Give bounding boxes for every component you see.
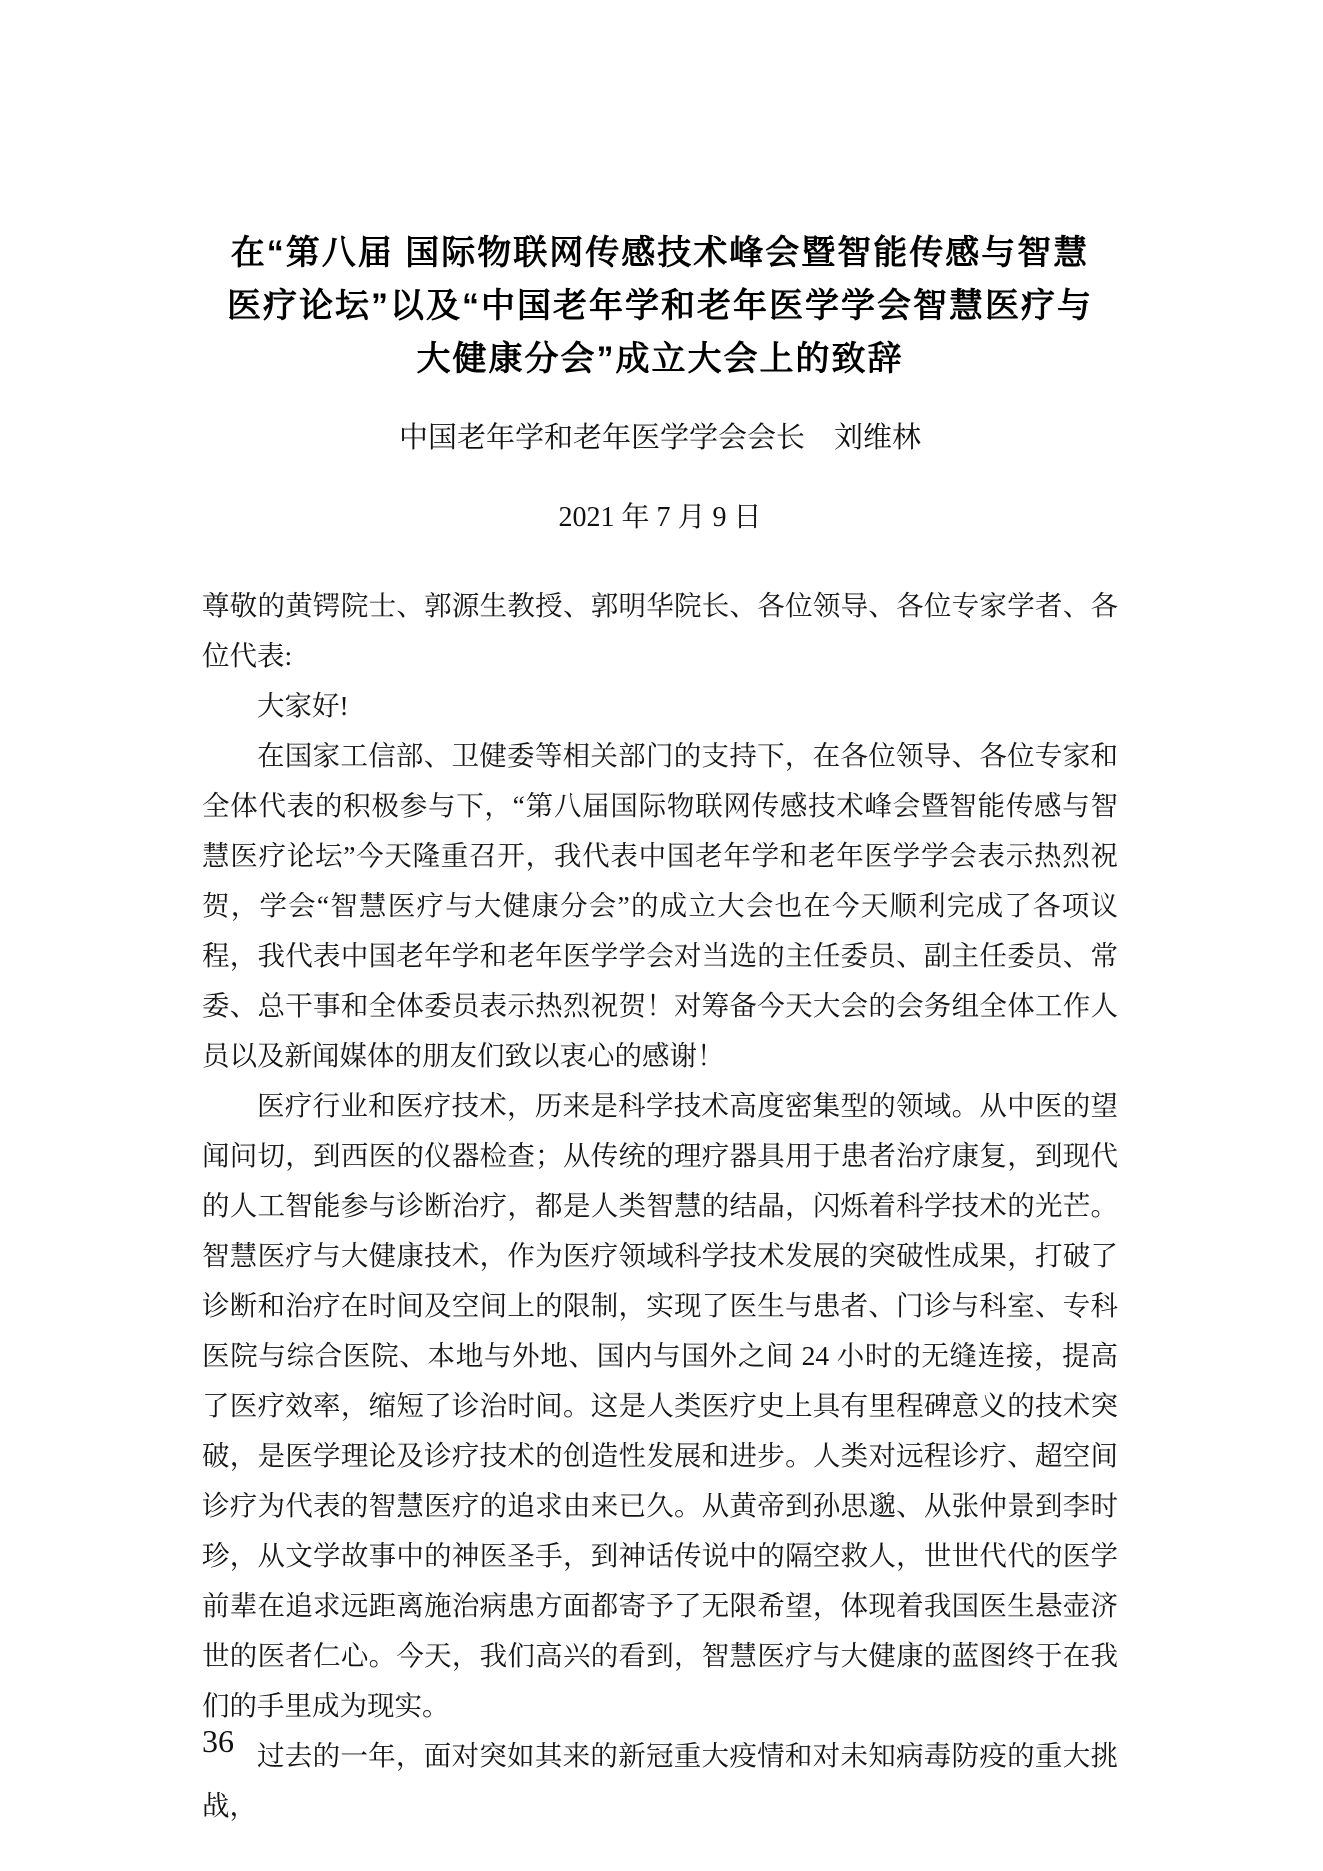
title-line-2: 医疗论坛”以及“中国老年学和老年医学学会智慧医疗与 <box>227 287 1093 325</box>
page-number: 36 <box>202 1723 234 1759</box>
body-paragraph-3: 过去的一年，面对突如其来的新冠重大疫情和对未知病毒防疫的重大挑战， <box>202 1740 1118 1821</box>
title-line-3: 大健康分会”成立大会上的致辞 <box>416 340 904 378</box>
document-body <box>202 581 1118 1831</box>
author-line: 中国老年学和老年医学学会会长 刘维林 <box>398 422 921 454</box>
document-title <box>202 227 1118 386</box>
title-line-1: 在“第八届 国际物联网传感技术峰会暨智能传感与智慧 <box>230 234 1090 272</box>
salutation-paragraph: 尊敬的黄锷院士、郭源生教授、郭明华院长、各位领导、各位专家学者、各位代表: <box>202 590 1118 671</box>
body-paragraph-2: 医疗行业和医疗技术，历来是科学技术高度密集型的领域。从中医的望闻问切，到西医的仪器检查；从传统的理疗器具用于患者治疗康复，到现代的人工智能参与诊断治疗，都是人类智慧的结晶，闪烁着科学技术的光芒。智慧医疗与大健康技术，作为医疗领域科学技术发展的突破性成果，打破了诊断和治疗在时间及空间上的限制，实现了医生与患者、门诊与科室、专科医院与综合医院、本地与外地、国内与国外之间 24 小时的无缝连接，提高了医疗效率，缩短了诊治时间。这是人类医疗史上具有里程碑意义的技术突破，是医学理论及诊疗技术的创造性发展和进步。人类对远程诊疗、超空间诊疗为代表的智慧医疗的追求由来已久。从黄帝到孙思邈、从张仲景到李时珍，从文学故事中的神医圣手，到神话传说中的隔空救人，世世代代的医学前辈在追求远距离施治病患方面都寄予了无限希望，体现着我国医生悬壶济世的医者仁心。今天，我们高兴的看到，智慧医疗与大健康的蓝图终于在我们的手里成为现实。 <box>202 1090 1118 1721</box>
date-line: 2021 年 7 月 9 日 <box>558 502 762 533</box>
greeting-paragraph: 大家好! <box>257 690 349 721</box>
body-paragraph-1: 在国家工信部、卫健委等相关部门的支持下，在各位领导、各位专家和全体代表的积极参与下，“第八届国际物联网传感技术峰会暨智能传感与智慧医疗论坛”今天隆重召开，我代表中国老年学和老年医学学会表示热烈祝贺，学会“智慧医疗与大健康分会”的成立大会也在今天顺利完成了各项议程，我代表中国老年学和老年医学学会对当选的主任委员、副主任委员、常委、总干事和全体委员表示热烈祝贺！对筹备今天大会的会务组全体工作人员以及新闻媒体的朋友们致以衷心的感谢！ <box>202 740 1118 1071</box>
